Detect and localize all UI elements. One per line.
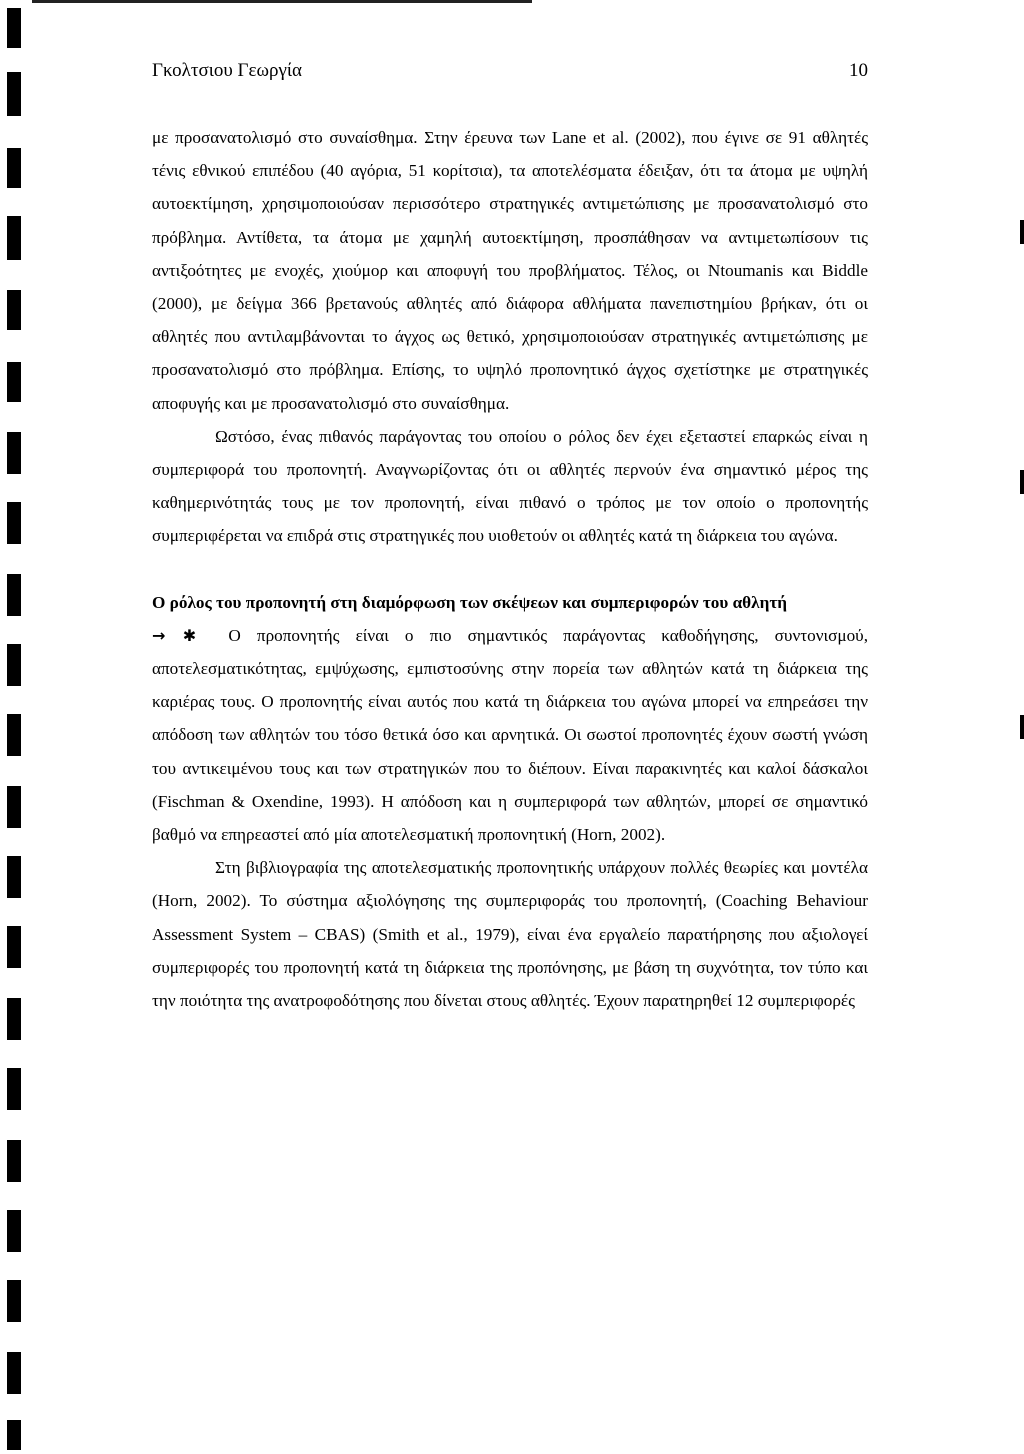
- scan-edge-strip: [0, 0, 32, 1454]
- header-author: Γκολτσιου Γεωργία: [152, 60, 302, 81]
- bullet-paragraph-text: Ο προπονητής είναι ο πιο σημαντικός παράγοντας καθοδήγησης, συντονισμού, αποτελεσματικότητας, εμψύχωσης, εμπιστοσύνης στην πορεία των αθλητών κατά τη διάρκεια της καριέρας τους. Ο προπονητής είναι αυτός που κατά τη διάρκεια του αγώνα μπορεί να επηρεάσει την απόδοση των αθλητών του τόσο θετικά όσο και αρνητικά. Οι σωστοί προπονητές έχουν σωστή γνώση του αντικειμένου τους και των στρατηγικών που το διέπουν. Είναι παρακινητές και καλοί δάσκαλοι (Fischman & Oxendine, 1993). Η απόδοση και η συμπεριφορά των αθλητών, μπορεί σε σημαντικό βαθμό να επηρεαστεί από μία αποτελεσματική προπονητική (Horn, 2002).: [152, 625, 868, 845]
- scan-mark: [7, 148, 21, 188]
- scan-mark: [7, 926, 21, 968]
- scan-mark: [7, 1420, 21, 1450]
- body-text: [152, 121, 868, 1017]
- scan-mark: [7, 1280, 21, 1322]
- paragraph: Στη βιβλιογραφία της αποτελεσματικής προπονητικής υπάρχουν πολλές θεωρίες και μοντέλα (Horn, 2002). Το σύστημα αξιολόγησης της συμπεριφοράς του προπονητή, (Coaching Behaviour Assessment System – CBAS) (Smith et al., 1979), είναι ένα εργαλείο παρατήρησης που αξιολογεί συμπεριφορές του προπονητή κατά τη διάρκεια της προπόνησης, με βάση τη συχνότητα, τον τύπο και την ποιότητα της ανατροφοδότησης που δίνεται στους αθλητές. Έχουν παρατηρηθεί 12 συμπεριφορές: [152, 858, 868, 1011]
- scan-right-mark: [1020, 715, 1024, 739]
- scan-mark: [7, 290, 21, 330]
- scan-mark: [7, 1140, 21, 1182]
- scan-mark: [7, 644, 21, 686]
- scan-mark: [7, 574, 21, 616]
- scan-mark: [7, 1210, 21, 1252]
- scan-mark: [7, 786, 21, 828]
- paragraph: με προσανατολισμό στο συναίσθημα. Στην έρευνα των Lane et al. (2002), που έγινε σε 91 αθλητές τένις εθνικού επιπέδου (40 αγόρια, 51 κορίτσια), τα αποτελέσματα έδειξαν, ότι τα άτομα με υψηλή αυτοεκτίμηση, χρησιμοποιούσαν περισσότερο στρατηγικές αντιμετώπισης με προσανατολισμό στο πρόβλημα. Αντίθετα, τα άτομα με χαμηλή αυτοεκτίμηση, προσπάθησαν να αντιμετωπίσουν τις αντιξοότητες με ενοχές, χιούμορ και αποφυγή του προβλήματος. Τέλος, οι Ntoumanis και Biddle (2000), με δείγμα 366 βρετανούς αθλητές από διάφορα αθλήματα πανεπιστημίου βρήκαν, ότι οι αθλητές που αντιλαμβάνονται το άγχος ως θετικό, χρησιμοποιούσαν στρατηγικές αντιμετώπισης με προσανατολισμό στο πρόβλημα. Επίσης, το υψηλό προπονητικό άγχος σχετίστηκε με στρατηγικές αποφυγής και με προσανατολισμό στο συναίσθημα.: [152, 128, 868, 413]
- scan-mark: [7, 216, 21, 260]
- arrow-star-icon: → ✱: [152, 625, 197, 645]
- scan-mark: [7, 8, 21, 48]
- section-heading: Ο ρόλος του προπονητή στη διαμόρφωση των σκέψεων και συμπεριφορών του αθλητή: [152, 592, 788, 612]
- scan-mark: [7, 1352, 21, 1394]
- scan-mark: [7, 998, 21, 1040]
- paragraph: Ωστόσο, ένας πιθανός παράγοντας του οποίου ο ρόλος δεν έχει εξεταστεί επαρκώς είναι η συμπεριφορά του προπονητή. Αναγνωρίζοντας ότι οι αθλητές περνούν ένα σημαντικό μέρος της καθημερινότητάς τους με τον προπονητή, είναι πιθανό ο τρόπος με τον οποίο ο προπονητής συμπεριφέρεται να επιδρά στις στρατηγικές που υιοθετούν οι αθλητές κατά τη διάρκεια του αγώνα.: [152, 426, 868, 546]
- scan-mark: [7, 502, 21, 544]
- scan-mark: [7, 432, 21, 474]
- bullet-paragraph: [152, 619, 868, 851]
- scan-right-mark: [1020, 470, 1024, 494]
- page-header: [152, 60, 868, 82]
- scan-top-rule: [32, 0, 532, 3]
- scan-right-mark: [1020, 220, 1024, 244]
- scan-mark: [7, 856, 21, 898]
- scan-mark: [7, 714, 21, 756]
- scan-mark: [7, 362, 21, 402]
- page-number: 10: [849, 60, 868, 81]
- scan-mark: [7, 1068, 21, 1110]
- scan-mark: [7, 72, 21, 116]
